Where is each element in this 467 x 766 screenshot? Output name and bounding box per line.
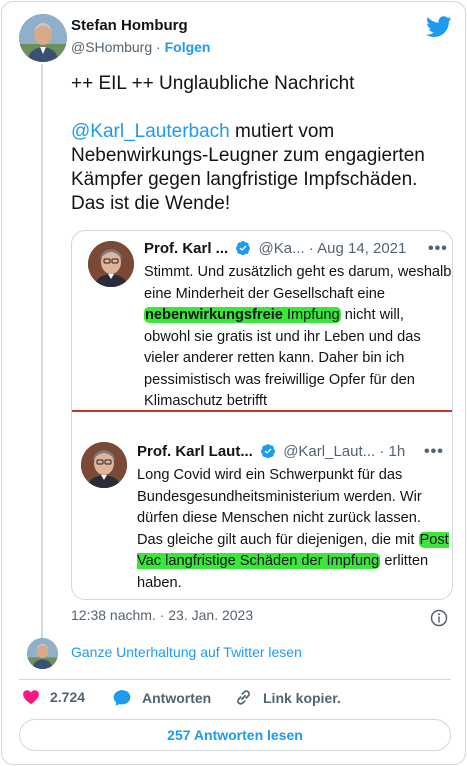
quoted-text-bottom-after: erlitten haben. [137,553,429,591]
read-replies-button[interactable]: 257 Antworten lesen [19,719,451,751]
quoted-name-top: Prof. Karl ... [144,240,229,257]
quoted-tweet-bottom-header [137,443,405,460]
quoted-tweet-bottom [72,412,452,600]
link-icon [234,688,253,707]
action-bar [2,688,466,710]
copy-link-label: Link kopier. [263,689,341,706]
author-meta [71,39,210,55]
quoted-text-top-after: nicht will, obwohl sie gratis ist und ihr Leben und das vieler anderer retten kann. Daher bin ich pessimistisch was freiwillige Opfer für den Klimaschutz betrifft [144,307,421,409]
quoted-tweet-top-header [144,240,406,257]
quoted-date-bottom: · 1h [379,443,406,460]
author-name[interactable]: Stefan Homburg [71,17,188,34]
read-conversation-link[interactable]: Ganze Unterhaltung auf Twitter lesen [71,644,302,660]
twitter-bird-icon[interactable] [426,16,452,38]
highlight-nebenwirkungsfreie-impfung [144,307,341,323]
reply-bubble-icon [112,688,132,708]
more-options-icon: ••• [428,240,448,257]
quoted-text-top-before: Stimmt. Und zusätzlich geht es darum, weshalb eine Minderheit der Gesellschaft eine [144,264,452,302]
mention-link[interactable]: @Karl_Lauterbach [71,121,230,142]
highlight-rest-word: Impfung [282,307,340,323]
like-button[interactable] [22,688,85,706]
author-avatar[interactable] [19,14,67,62]
tweet-timestamp[interactable]: 12:38 nachm. · 23. Jan. 2023 [71,607,254,623]
quoted-text-bottom-before: Long Covid wird ein Schwerpunkt für das Bundesgesundheitsministerium werden. Wir dürfen diese Menschen nicht zurück lassen. Das gleiche gilt auch für diejenigen, die mit [137,467,422,548]
tweet-line-1: ++ EIL ++ Unglaubliche Nachricht [71,73,355,94]
like-count: 2.724 [50,689,86,705]
tweet-line-2 [71,120,456,216]
quoted-handle-top: @Ka... [258,240,305,257]
highlight-bold-word: nebenwirkungsfreie [145,307,283,323]
quoted-text-bottom [137,465,449,594]
tweet-line-2-text: mutiert vom Nebenwirkungs-Leugner zum engagierten Kämpfer gegen langfristige Impfschäden. Das ist die Wende! [71,121,425,214]
tweet-embed-card [1,1,466,765]
quoted-name-bottom: Prof. Karl Laut... [137,443,253,460]
verified-badge-icon-2 [260,443,276,459]
lauterbach-avatar [88,241,134,287]
quoted-text-top [144,262,452,413]
highlight-post-vac: Post Vac langfristige Schäden der Impfung [137,531,449,569]
verified-badge-icon [235,240,251,256]
tweet-media-image[interactable] [71,230,453,600]
quoted-date-top: · Aug 14, 2021 [308,240,407,257]
tweet-text [71,72,456,240]
reply-button[interactable] [112,688,211,708]
author-handle[interactable]: @SHomburg [71,39,153,55]
divider [19,679,451,680]
thread-line [41,64,43,638]
more-options-icon-2: ••• [424,443,444,460]
info-icon[interactable] [430,609,448,627]
meta-separator: · [156,39,161,55]
heart-icon [22,688,40,706]
copy-link-button[interactable] [234,688,341,707]
author-avatar-small[interactable] [27,638,58,669]
follow-button[interactable]: Folgen [164,39,211,55]
reply-label: Antworten [142,690,212,706]
lauterbach-avatar-2 [81,442,127,488]
quoted-handle-bottom: @Karl_Laut... [283,443,376,460]
quoted-tweet-top [72,231,452,410]
